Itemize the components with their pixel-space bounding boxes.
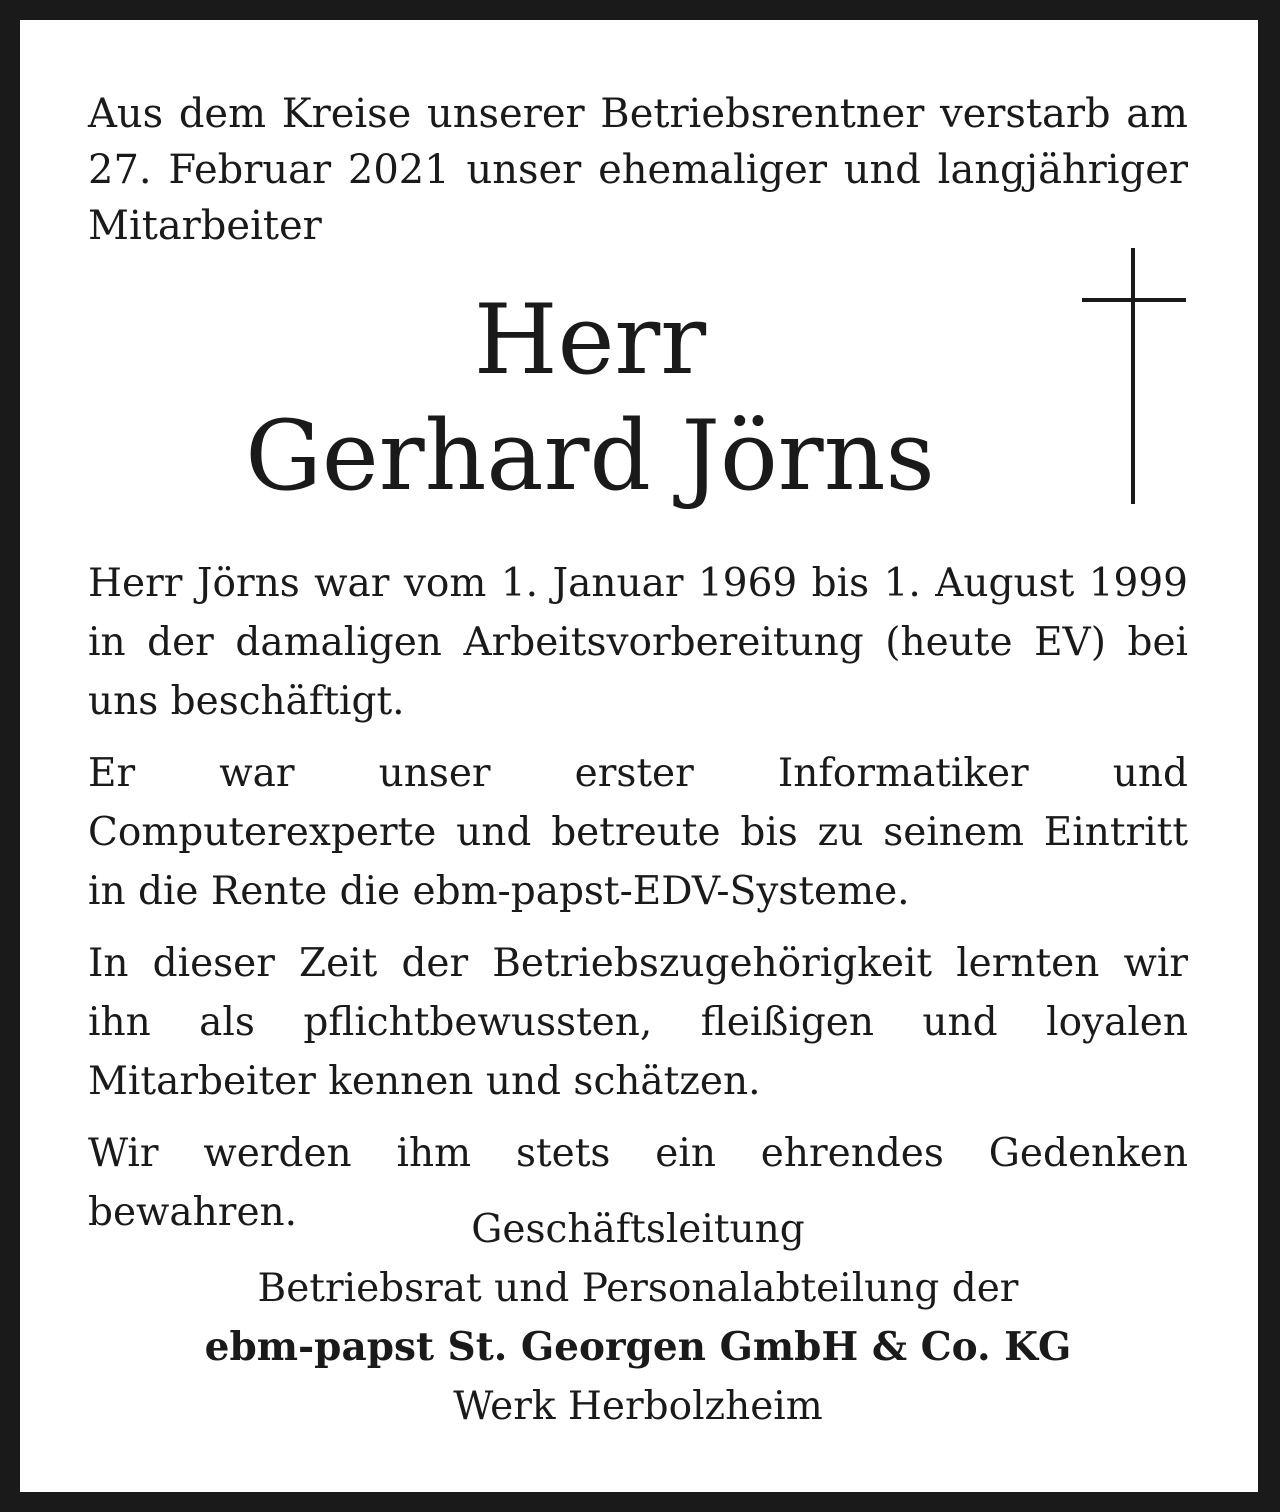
signature-block [88, 1200, 1188, 1436]
intro-text: Aus dem Kreise unserer Betriebsrentner verstarb am 27. Februar 2021 unser ehemaliger und langjähriger Mitarbeiter [88, 91, 1188, 249]
paragraph-employment: Herr Jörns war vom 1. Januar 1969 bis 1. August 1999 in der damaligen Arbeitsvorbereitung (heute EV) bei uns beschäftigt. [88, 561, 1188, 724]
cross-horizontal-bar [1082, 298, 1186, 302]
cross-vertical-bar [1131, 248, 1135, 504]
deceased-name [210, 282, 970, 514]
signature-management: Geschäftsleitung [471, 1207, 805, 1252]
paragraph-role: Er war unser erster Informatiker und Computerexperte und betreute bis zu seinem Eintritt in die Rente die ebm-papst-EDV-Systeme. [88, 751, 1188, 914]
cross-icon [1082, 248, 1186, 504]
notice-body [88, 554, 1188, 1255]
signature-council: Betriebsrat und Personalabteilung der [257, 1266, 1019, 1311]
obituary-notice [20, 20, 1258, 1492]
salutation: Herr [473, 284, 707, 396]
signature-site: Werk Herbolzheim [453, 1384, 823, 1429]
full-name: Gerhard Jörns [245, 400, 935, 512]
signature-company: ebm-papst St. Georgen GmbH & Co. KG [204, 1324, 1072, 1370]
paragraph-appreciation: In dieser Zeit der Betriebszugehörigkeit lernten wir ihn als pflichtbewussten, fleißigen und loyalen Mitarbeiter kennen und schätzen. [88, 941, 1188, 1104]
paragraph-remembrance: Wir werden ihm stets ein ehrendes Gedenken bewahren. [88, 1131, 1188, 1235]
